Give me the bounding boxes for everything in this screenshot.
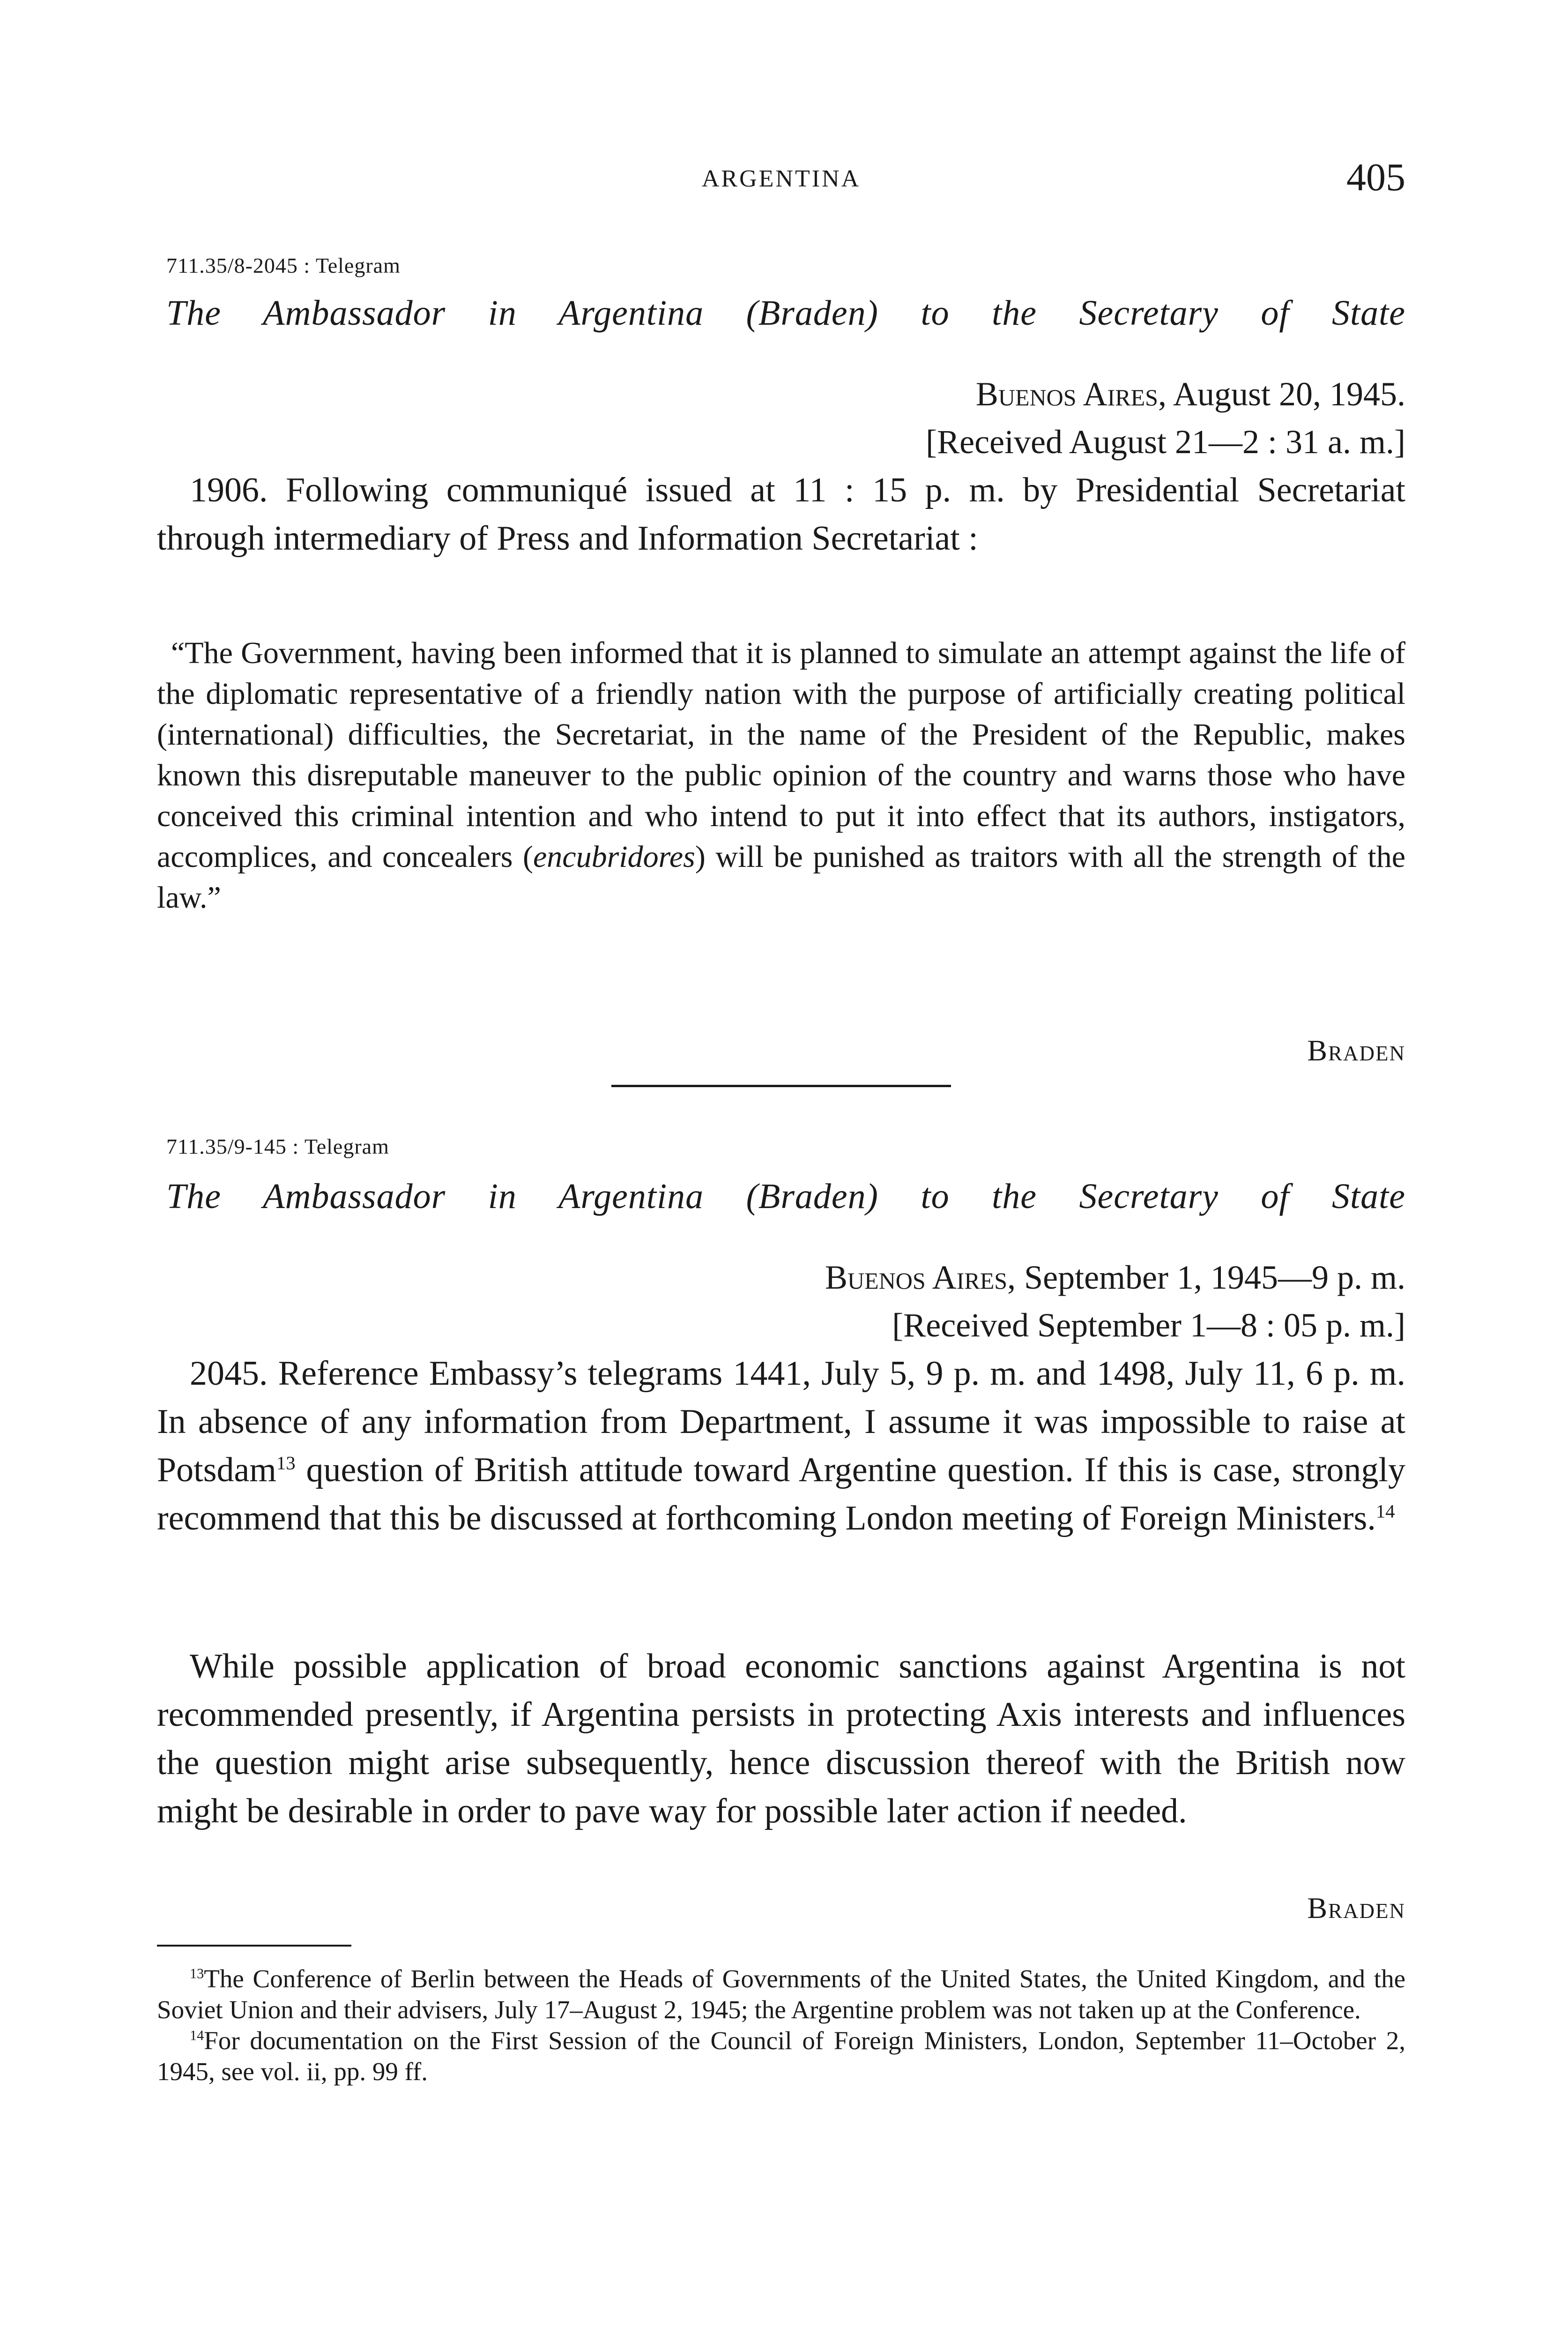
section-divider [611, 1085, 951, 1087]
doc2-paragraph-1 [157, 1350, 1405, 1543]
footnote-ref-13: 13 [276, 1452, 296, 1474]
footnotes [157, 1963, 1405, 2087]
footnote-13 [157, 1963, 1405, 2025]
running-title: ARGENTINA [701, 165, 861, 192]
doc1-date: , August 20, 1945. [1158, 375, 1405, 413]
doc2-paragraph-2: While possible application of broad economic sanctions against Argentina is not recommended presently, if Argentina persists in protecting Axis interests and influences the question might arise subsequently, hence discussion thereof with the British now might be desirable in order to pave way for possible later action if needed. [157, 1647, 1405, 1830]
footnote-14-text: For documentation on the First Session of the Council of Foreign Ministers, London, September 11–October 2, 1945, see vol. ii, pp. 99 ff. [157, 2026, 1405, 2086]
doc1-quote-text: “The Government, having been informed that it is planned to simulate an attempt against the life of the diplomatic representative of a friendly nation with the purpose of artificially creating political (international) difficulties, the Secretariat, in the name of the President of the Republic, makes known this disreputable maneuver to the public opinion of the country and warns those who have conceived this criminal intention and who intend to put it into effect that its authors, instigators, accomplices, and concealers ( [157, 636, 1405, 874]
doc2-place-date [825, 1254, 1405, 1301]
doc1-place-date [926, 370, 1405, 418]
document-page [157, 0, 1405, 2343]
doc2-file-ref: 711.35/9-145 : Telegram [166, 1134, 389, 1158]
doc1-quote-end: ) will be punished as traitors with all the strength of the law.” [157, 840, 1405, 915]
doc1-quote-italic: encubridores [533, 840, 695, 874]
doc1-body: 1906. Following communiqué issued at 11 : 15 p. m. by Presidential Secretariat through intermediary of Press and Information Secretariat : [157, 471, 1405, 558]
footnote-rule [157, 1945, 351, 1947]
doc2-received: [Received September 1—8 : 05 p. m.] [892, 1306, 1405, 1344]
doc2-para1-text-cont: question of British attitude toward Argentine question. If this is case, strongly recommend that this be discussed at forthcoming London meeting of Foreign Ministers. [157, 1451, 1405, 1537]
doc2-signature: Braden [1307, 1891, 1405, 1925]
footnote-marker-14: 14 [190, 2027, 204, 2044]
footnote-14 [157, 2025, 1405, 2087]
running-head [157, 155, 1405, 201]
doc1-place: Buenos Aires [975, 375, 1158, 413]
doc1-signature: Braden [1307, 1034, 1405, 1067]
doc1-file-ref: 711.35/8-2045 : Telegram [166, 254, 401, 277]
doc2-place: Buenos Aires [825, 1259, 1008, 1296]
footnote-ref-14: 14 [1375, 1500, 1395, 1522]
doc1-received: [Received August 21—2 : 31 a. m.] [926, 423, 1405, 461]
doc2-para1-text: 2045. Reference Embassy’s telegrams 1441, July 5, 9 p. m. and 1498, July 11, 6 p. m. In absence of any information from Department, I assume it was impossible to raise at Potsdam [157, 1354, 1405, 1489]
doc2-title: The Ambassador in Argentina (Braden) to the Secretary of State [166, 1177, 1405, 1216]
doc2-date: , September 1, 1945—9 p. m. [1007, 1259, 1405, 1296]
footnote-13-text: The Conference of Berlin between the Heads of Governments of the United States, the United Kingdom, and the Soviet Union and their advisers, July 17–August 2, 1945; the Argentine problem was not taken up at the Conference. [157, 1964, 1405, 2024]
doc1-dateline [926, 370, 1405, 466]
doc1-title: The Ambassador in Argentina (Braden) to the Secretary of State [166, 293, 1405, 333]
doc1-quote [157, 633, 1405, 918]
doc2-dateline [825, 1254, 1405, 1349]
footnote-marker-13: 13 [190, 1965, 204, 1982]
page-number: 405 [1346, 156, 1405, 199]
